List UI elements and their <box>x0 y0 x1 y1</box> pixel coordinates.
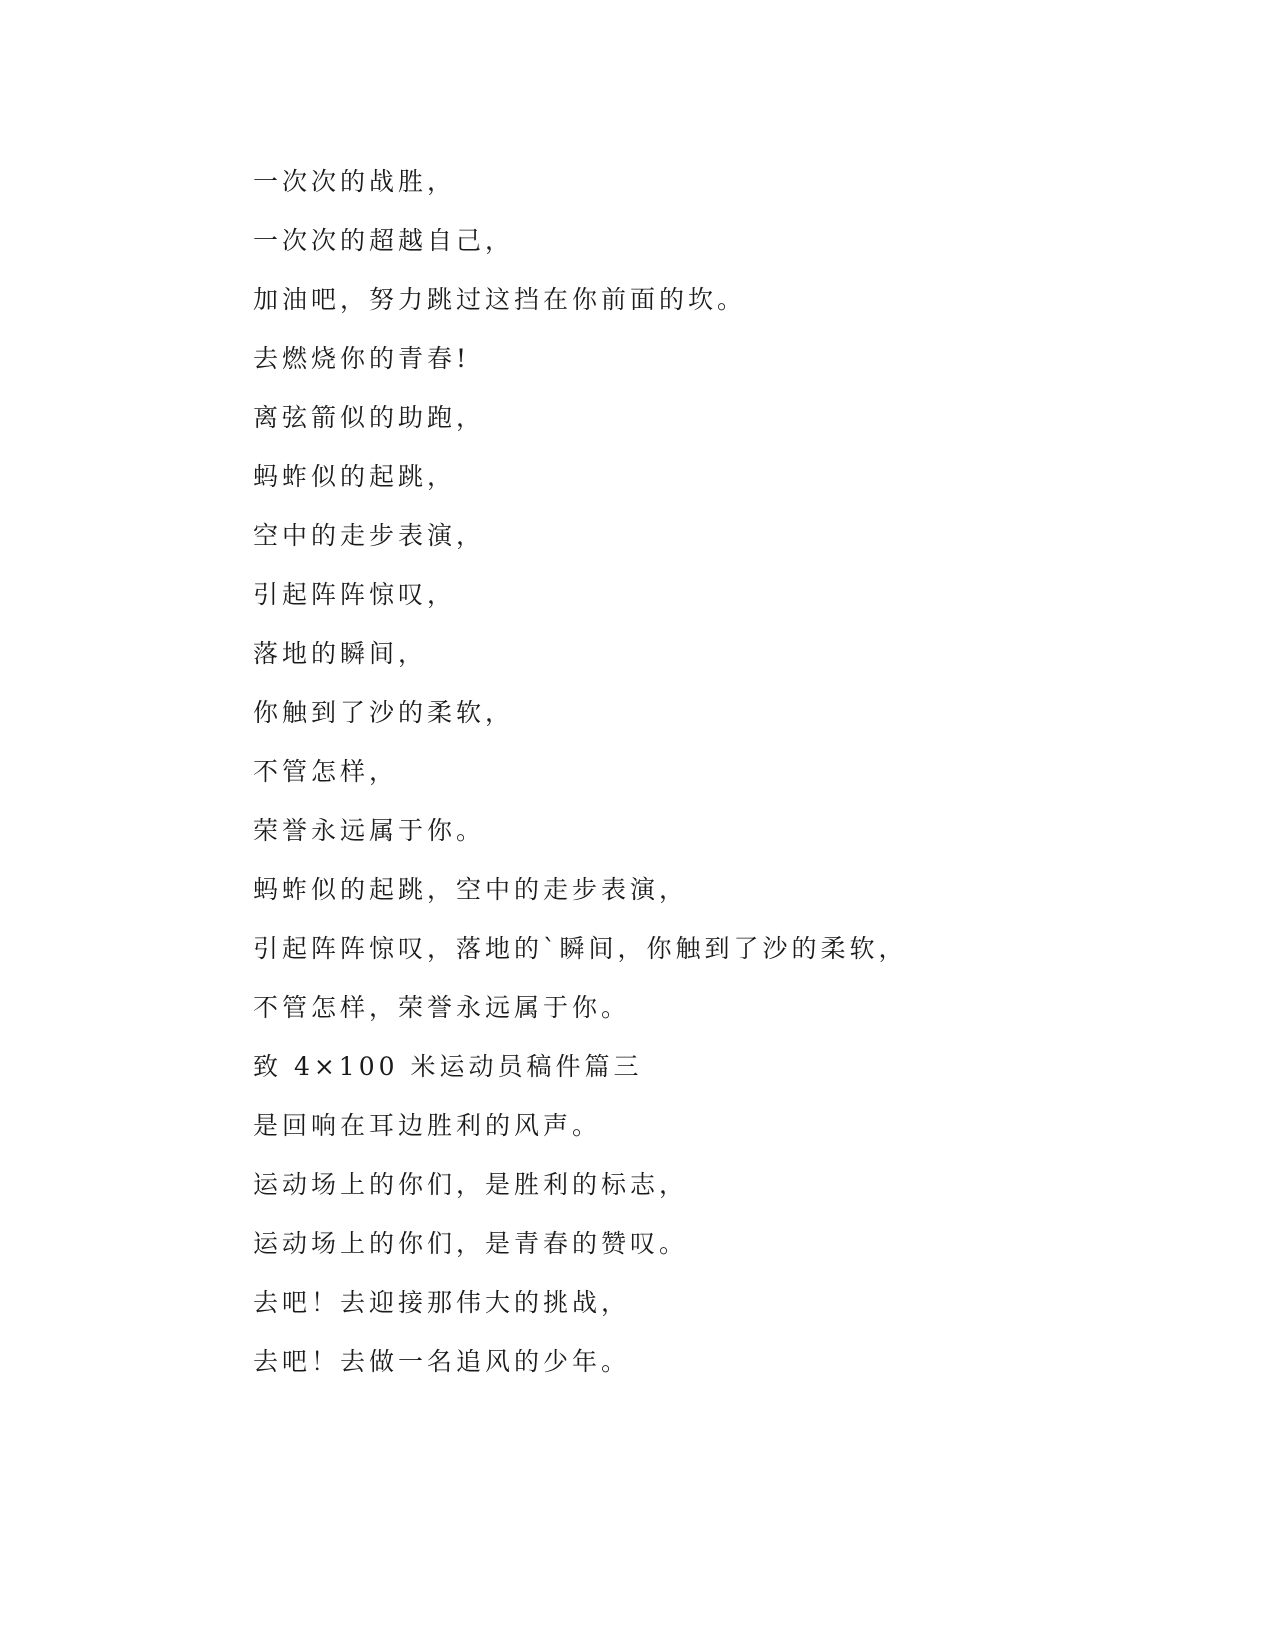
text-line: 加油吧，努力跳过这挡在你前面的坎。 <box>253 285 747 314</box>
text-line: 离弦箭似的助跑， <box>253 403 486 432</box>
text-line: 运动场上的你们，是青春的赞叹。 <box>253 1229 689 1258</box>
text-line: 一次次的战胜， <box>253 167 457 196</box>
text-line: 蚂蚱似的起跳，空中的走步表演， <box>253 875 689 904</box>
text-line: 荣誉永远属于你。 <box>253 816 486 845</box>
text-line: 一次次的超越自己， <box>253 226 515 255</box>
text-line: 去吧！去做一名追风的少年。 <box>253 1347 631 1376</box>
text-line: 去吧！去迎接那伟大的挑战， <box>253 1288 631 1317</box>
text-line: 落地的瞬间， <box>253 639 428 668</box>
text-line: 蚂蚱似的起跳， <box>253 462 457 491</box>
text-line: 是回响在耳边胜利的风声。 <box>253 1111 602 1140</box>
text-line: 去燃烧你的青春! <box>253 344 471 373</box>
text-line: 不管怎样， <box>253 757 399 786</box>
text-line: 运动场上的你们，是胜利的标志， <box>253 1170 689 1199</box>
text-line: 不管怎样，荣誉永远属于你。 <box>253 993 631 1022</box>
text-line: 引起阵阵惊叹， <box>253 580 457 609</box>
section-heading: 致 4×100 米运动员稿件篇三 <box>253 1052 643 1081</box>
document-body <box>253 159 1153 1398</box>
text-line: 你触到了沙的柔软， <box>253 698 515 727</box>
text-line: 引起阵阵惊叹，落地的`瞬间，你触到了沙的柔软， <box>253 934 908 963</box>
text-line: 空中的走步表演， <box>253 521 486 550</box>
